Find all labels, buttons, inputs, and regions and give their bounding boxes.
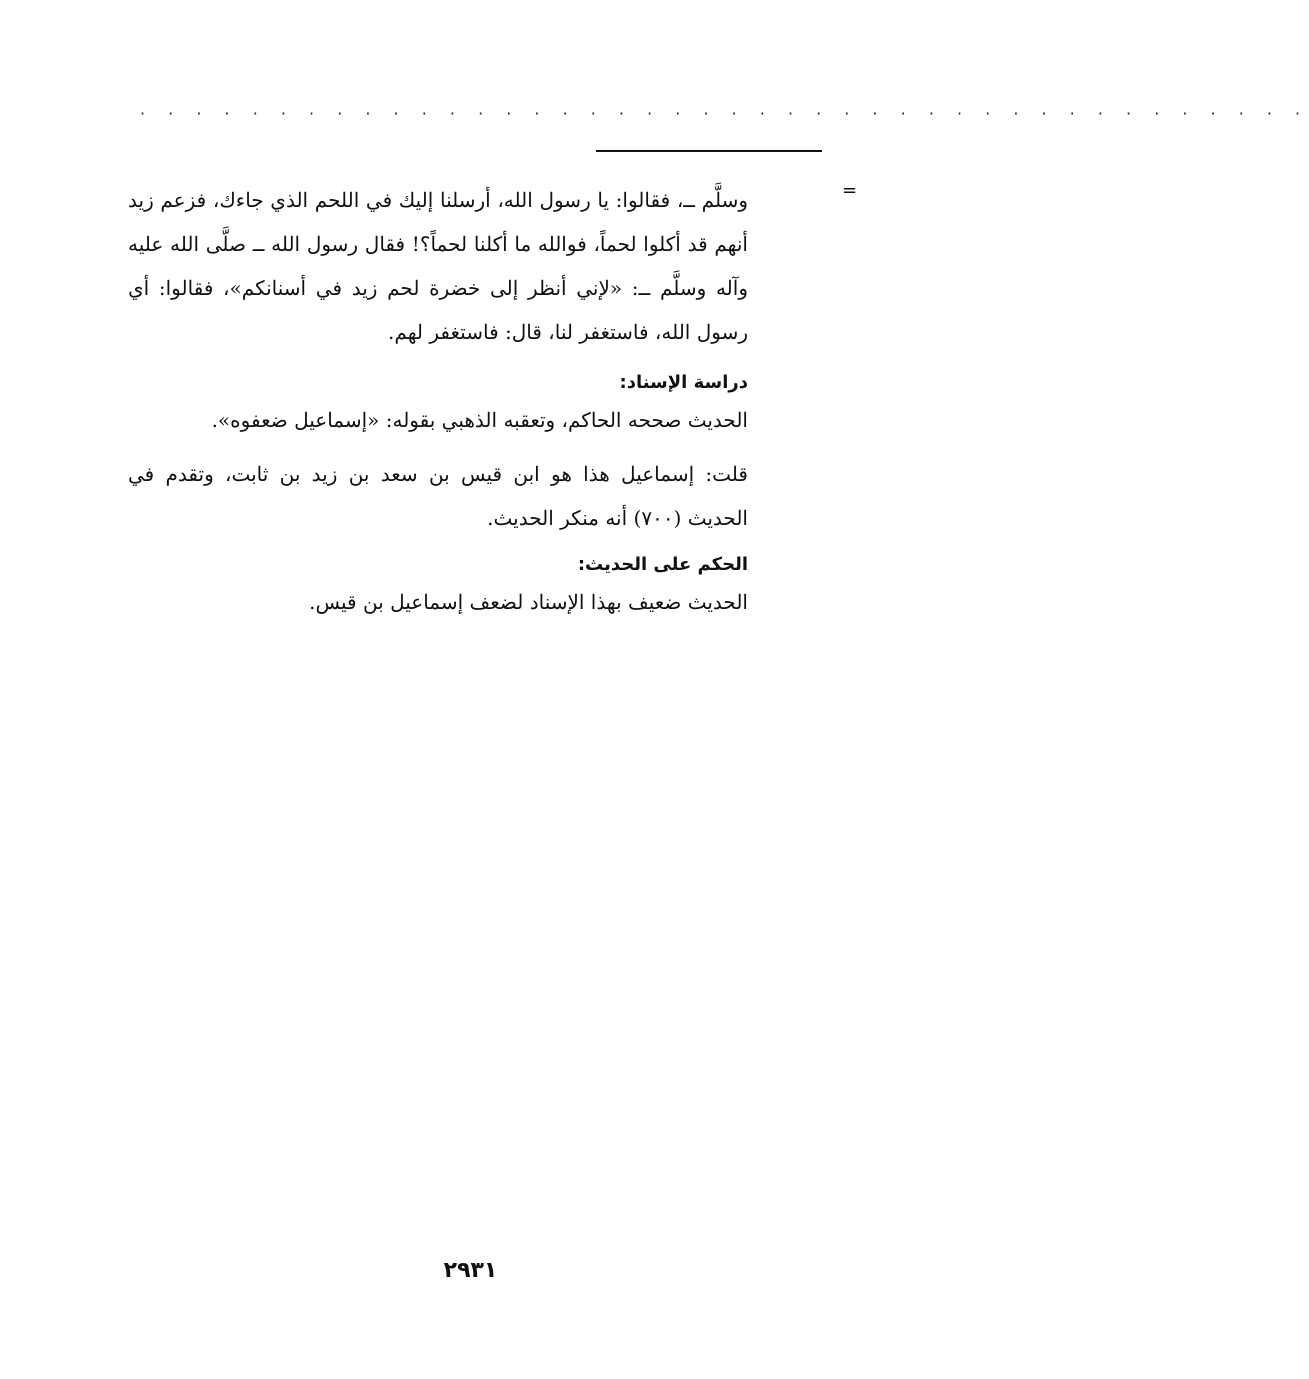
hadith-continuation-text: وسلَّم ــ، فقالوا: يا رسول الله، أرسلنا إليك في اللحم الذي جاءك، فزعم زيد أنهم قد أكلوا لحماً، فوالله ما أكلنا لحماً؟! فقال رسول الله ــ صلَّى الله عليه وآله وسلَّم ــ: «لإني أنظر إلى خضرة لحم زيد في أسنانكم»، فقالوا: أي رسول الله، فاستغفر لنا، قال: فاستغفر لهم.	[128, 188, 748, 344]
isnad-heading: دراسة الإسناد:	[619, 372, 748, 393]
dotted-separator: · · · · · · · · · · · · · · · · · · · · · · · · · · · · · · · · · · · · · · · · · ·	[140, 104, 1309, 123]
ruling-heading: الحكم على الحديث:	[577, 554, 748, 575]
footnote-body	[128, 178, 748, 624]
footnote-rule	[596, 150, 822, 152]
ruling-text: الحديث ضعيف بهذا الإسناد لضعف إسماعيل بن قيس.	[309, 590, 748, 614]
isnad-line-1: الحديث صححه الحاكم، وتعقبه الذهبي بقوله: «إسماعيل ضعفوه».	[211, 408, 748, 432]
page-number: ٢٩٣١	[443, 1258, 498, 1283]
continuation-mark: =	[842, 180, 858, 201]
isnad-line-2: قلت: إسماعيل هذا هو ابن قيس بن سعد بن زيد بن ثابت، وتقدم في الحديث (٧٠٠) أنه منكر الحديث.	[128, 462, 748, 530]
